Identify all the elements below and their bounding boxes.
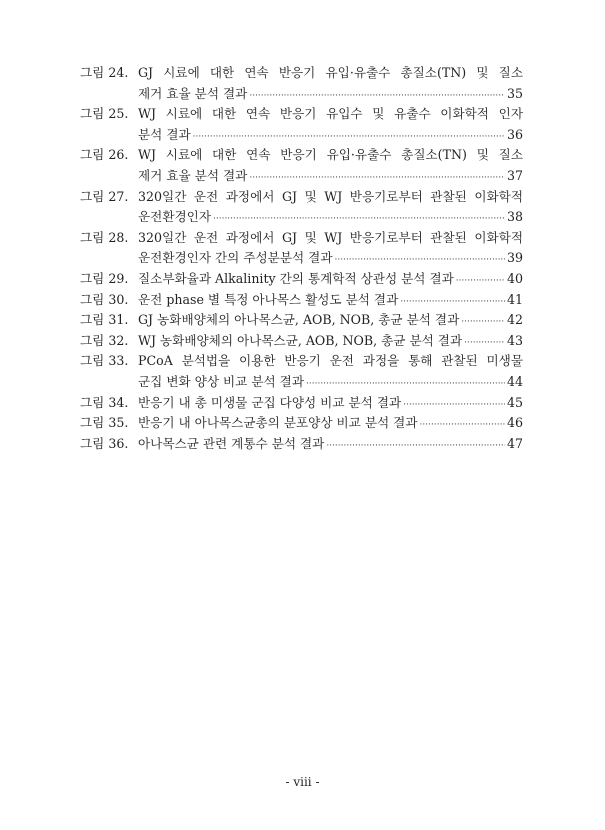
figure-entry[interactable] — [80, 393, 523, 414]
dot-leader — [249, 84, 505, 105]
dot-leader — [456, 269, 505, 290]
list-of-figures — [80, 63, 523, 454]
figure-title: 아나목스균 관련 계통수 분석 결과 — [138, 435, 325, 451]
figure-title-line2: 운전환경인자 — [138, 209, 211, 225]
figure-page: 38 — [506, 209, 523, 225]
figure-label: 그림 32. — [80, 332, 129, 348]
figure-page: 43 — [506, 332, 523, 348]
dot-leader — [420, 413, 505, 434]
figure-label: 그림 34. — [80, 394, 129, 410]
figure-label: 그림 28. — [80, 229, 129, 245]
figure-entry[interactable] — [80, 331, 523, 352]
figure-page: 45 — [506, 394, 523, 410]
figure-entry[interactable] — [80, 290, 523, 311]
figure-title-line1: PCoA 분석법을 이용한 반응기 운전 과정을 통해 관찰된 미생물 — [138, 353, 523, 369]
figure-title-line1: WJ 시료에 대한 연속 반응기 유입·유출수 총질소(TN) 및 질소 — [138, 147, 523, 163]
figure-page: 46 — [506, 415, 523, 431]
figure-title-line2: 군집 변화 양상 비교 분석 결과 — [138, 373, 305, 389]
dot-leader — [335, 248, 505, 269]
figure-label: 그림 24. — [80, 65, 129, 80]
figure-label: 그림 36. — [80, 435, 129, 451]
figure-entry[interactable] — [80, 145, 523, 186]
figure-page: 44 — [506, 373, 523, 389]
figure-title: GJ 농화배양체의 아나목스균, AOB, NOB, 총균 분석 결과 — [138, 312, 460, 328]
figure-entry[interactable] — [80, 310, 523, 331]
figure-entry[interactable] — [80, 63, 523, 104]
figure-label: 그림 25. — [80, 106, 129, 122]
figure-entry[interactable] — [80, 228, 523, 269]
figure-label: 그림 30. — [80, 291, 129, 307]
figure-title: 질소부화율과 Alkalinity 간의 통계학적 상관성 분석 결과 — [138, 270, 454, 286]
figure-label: 그림 29. — [80, 270, 129, 286]
figure-page: 47 — [506, 435, 523, 451]
dot-leader — [400, 290, 505, 311]
figure-label: 그림 26. — [80, 147, 129, 163]
figure-entry[interactable] — [80, 413, 523, 434]
dot-leader — [249, 166, 505, 187]
page-number: - viii - — [285, 775, 320, 789]
figure-title-line1: WJ 시료에 대한 연속 반응기 유입수 및 유출수 이화학적 인자 — [138, 106, 523, 122]
dot-leader — [193, 125, 505, 146]
figure-label: 그림 33. — [80, 353, 129, 369]
figure-title-line1: GJ 시료에 대한 연속 반응기 유입·유출수 총질소(TN) 및 질소 — [138, 65, 523, 80]
dot-leader — [461, 310, 505, 331]
figure-title-line2: 제거 효율 분석 결과 — [138, 167, 248, 183]
figure-label: 그림 27. — [80, 188, 129, 204]
figure-title-line1: 320일간 운전 과정에서 GJ 및 WJ 반응기로부터 관찰된 이화학적 — [138, 188, 523, 204]
figure-entry[interactable] — [80, 269, 523, 290]
figure-entry[interactable] — [80, 351, 523, 392]
dot-leader — [326, 434, 505, 455]
figure-title-line1: 320일간 운전 과정에서 GJ 및 WJ 반응기로부터 관찰된 이화학적 — [138, 229, 523, 245]
figure-title-line2: 제거 효율 분석 결과 — [138, 85, 248, 101]
figure-title: 반응기 내 아나목스균총의 분포양상 비교 분석 결과 — [138, 415, 418, 431]
figure-page: 39 — [506, 250, 523, 266]
figure-title-line2: 분석 결과 — [138, 126, 191, 142]
figure-page: 37 — [506, 167, 523, 183]
dot-leader — [306, 372, 505, 393]
figure-title: 운전 phase 별 특정 아나목스 활성도 분석 결과 — [138, 291, 399, 307]
figure-title: 반응기 내 총 미생물 군집 다양성 비교 분석 결과 — [138, 394, 402, 410]
figure-page: 41 — [506, 291, 523, 307]
figure-page: 40 — [506, 270, 523, 286]
dot-leader — [464, 331, 505, 352]
dot-leader — [213, 207, 505, 228]
figure-label: 그림 31. — [80, 312, 129, 328]
figure-page: 35 — [506, 85, 523, 101]
figure-page: 36 — [506, 126, 523, 142]
figure-title: WJ 농화배양체의 아나목스균, AOB, NOB, 총균 분석 결과 — [138, 332, 463, 348]
figure-entry[interactable] — [80, 104, 523, 145]
figure-entry[interactable] — [80, 434, 523, 455]
figure-entry[interactable] — [80, 187, 523, 228]
dot-leader — [403, 393, 505, 414]
figure-label: 그림 35. — [80, 415, 129, 431]
figure-page: 42 — [506, 312, 523, 328]
figure-title-line2: 운전환경인자 간의 주성분분석 결과 — [138, 250, 333, 266]
